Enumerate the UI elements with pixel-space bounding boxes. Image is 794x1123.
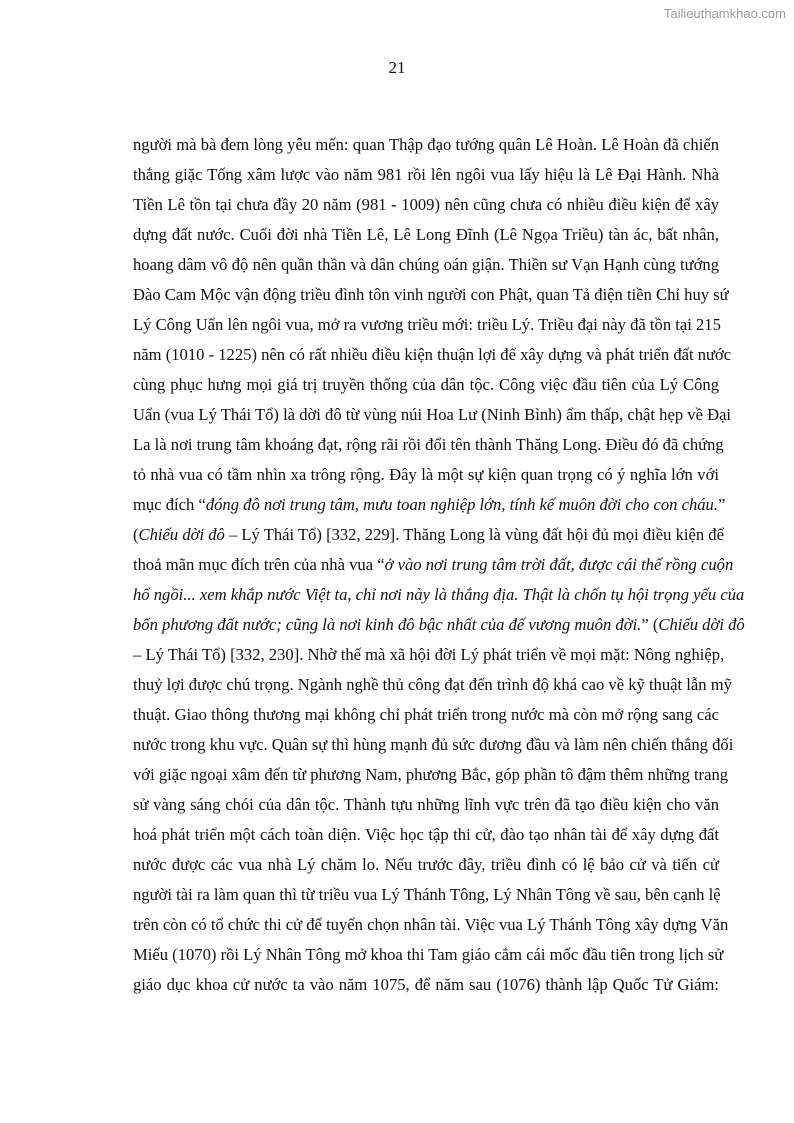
text-segment: hoang dâm vô độ nên quần thần và dân chúng oán giận. Thiền sư Vạn Hạnh cùng tướng [133, 255, 719, 274]
text-segment: người mà bà đem lòng yêu mến: quan Thập đạo tướng quân Lê Hoàn. Lê Hoàn đã chiến [133, 135, 719, 154]
text-segment: người tài ra làm quan thì từ triều vua Lý Thánh Tông, Lý Nhân Tông về sau, bên cạnh lệ [133, 885, 721, 904]
italic-quote-segment: bốn phương đất nước; cũng là nơi kinh đô bậc nhất của đế vương muôn đời. [133, 615, 642, 634]
italic-quote-segment: hổ ngồi... xem khắp nước Việt ta, chỉ nơi này là thắng địa. Thật là chốn tụ hội trọng yếu của [133, 585, 745, 604]
text-segment: trên còn có tổ chức thi cử để tuyển chọn nhân tài. Việc vua Lý Thánh Tông xây dựng Văn [133, 915, 729, 934]
text-line [133, 340, 732, 370]
text-line [133, 430, 724, 460]
text-segment: năm (1010 - 1225) nên có rất nhiều điều kiện thuận lợi để xây dựng và phát triển đất nước [133, 345, 732, 364]
text-segment: giáo dục khoa cử nước ta vào năm 1075, để năm sau (1076) thành lập Quốc Tử Giám: [133, 975, 719, 994]
text-segment: Đào Cam Mộc vận động triều đình tôn vinh người con Phật, quan Tả điện tiền Chỉ huy sứ [133, 285, 729, 304]
italic-quote-segment: Chiếu dời đô [138, 525, 225, 544]
text-line [133, 190, 719, 220]
text-segment: mục đích “ [133, 495, 206, 514]
text-line [133, 820, 719, 850]
text-segment: Lý Công Uẩn lên ngôi vua, mở ra vương triều mới: triều Lý. Triều đại này đã tồn tại 215 [133, 315, 721, 334]
text-line [133, 760, 729, 790]
text-segment: thuỷ lợi được chú trọng. Ngành nghề thủ công đạt đến trình độ khá cao về kỹ thuật lẫn mỹ [133, 675, 732, 694]
text-segment: nước trong khu vực. Quân sự thì hùng mạnh đủ sức đương đầu và làm nên chiến thắng đối [133, 735, 734, 754]
text-line [133, 580, 745, 610]
text-segment: thoả mãn mục đích trên của nhà vua “ [133, 555, 385, 574]
text-segment: ( [133, 525, 139, 544]
text-segment: Uẩn (vua Lý Thái Tổ) là dời đô từ vùng núi Hoa Lư (Ninh Bình) ẩm thấp, chật hẹp về Đại [133, 405, 732, 424]
text-line [133, 310, 719, 340]
text-line [133, 370, 719, 400]
text-line [133, 700, 719, 730]
text-line [133, 610, 745, 640]
text-line [133, 160, 719, 190]
text-line [133, 460, 719, 490]
text-line [133, 910, 729, 940]
text-segment: – Lý Thái Tổ) [332, 229]. Thăng Long là vùng đất hội đủ mọi điều kiện để [224, 525, 724, 544]
text-segment: dựng đất nước. Cuối đời nhà Tiền Lê, Lê Long Đĩnh (Lê Ngọa Triều) tàn ác, bất nhân, [133, 225, 719, 244]
text-segment: nước được các vua nhà Lý chăm lo. Nếu trước đây, triều đình có lệ bảo cử và tiến cử [133, 855, 719, 874]
text-segment: hoá phát triển một cách toàn diện. Việc học tập thi cử, đào tạo nhân tài để xây dựng đất [133, 825, 719, 844]
italic-quote-segment: đóng đô nơi trung tâm, mưu toan nghiệp lớn, tính kế muôn đời cho con cháu. [205, 495, 718, 514]
text-line [133, 520, 724, 550]
text-line [133, 790, 719, 820]
text-line [133, 130, 719, 160]
text-line [133, 280, 729, 310]
text-line [133, 730, 734, 760]
text-line [133, 220, 719, 250]
text-line [133, 550, 734, 580]
watermark-text: Tailieuthamkhao.com [663, 6, 786, 21]
text-segment: La là nơi trung tâm khoáng đạt, rộng rãi rồi đổi tên thành Thăng Long. Điều đó đã chứng [133, 435, 724, 454]
text-segment: thắng giặc Tống xâm lược vào năm 981 rồi lên ngôi vua lấy hiệu là Lê Đại Hành. Nhà [133, 165, 719, 184]
text-line [133, 400, 732, 430]
text-line [133, 940, 724, 970]
text-segment: thuật. Giao thông thương mại không chỉ phát triển trong nước mà còn mở rộng sang các [133, 705, 719, 724]
text-segment: ” ( [641, 615, 659, 634]
text-segment: – Lý Thái Tổ) [332, 230]. Nhờ thế mà xã hội đời Lý phát triển về mọi mặt: Nông nghiệp, [133, 645, 725, 664]
text-segment: Miếu (1070) rồi Lý Nhân Tông mở khoa thi Tam giáo cắm cái mốc đầu tiên trong lịch sử [133, 945, 724, 964]
page-number: 21 [388, 58, 406, 77]
text-segment: Tiền Lê tồn tại chưa đầy 20 năm (981 - 1009) nên cũng chưa có nhiều điều kiện để xây [133, 195, 719, 214]
text-segment: ” [718, 495, 726, 514]
text-line [133, 640, 725, 670]
text-line [133, 880, 719, 910]
text-segment: cùng phục hưng mọi giá trị truyền thống của dân tộc. Công việc đầu tiên của Lý Công [133, 375, 719, 394]
body-paragraph [133, 130, 745, 1000]
text-line [133, 850, 719, 880]
text-line [133, 250, 719, 280]
text-segment: sử vàng sáng chói của dân tộc. Thành tựu những lĩnh vực trên đã tạo điều kiện cho văn [133, 795, 719, 814]
italic-quote-segment: Chiếu dời đô [658, 615, 745, 634]
text-line [133, 670, 732, 700]
text-segment: tỏ nhà vua có tầm nhìn xa trông rộng. Đây là một sự kiện quan trọng có ý nghĩa lớn với [133, 465, 719, 484]
text-line [133, 970, 719, 1000]
text-line [133, 490, 726, 520]
text-segment: với giặc ngoại xâm đến từ phương Nam, phương Bắc, góp phần tô đậm thêm những trang [133, 765, 729, 784]
italic-quote-segment: ở vào nơi trung tâm trời đất, được cái thế rồng cuộn [384, 555, 734, 574]
